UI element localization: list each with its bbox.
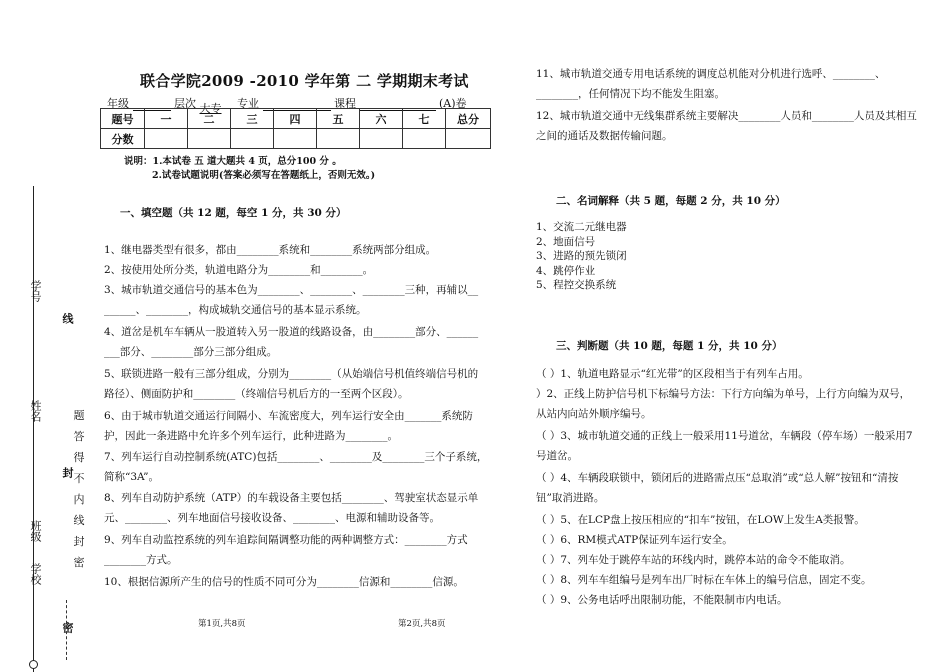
section-3-heading: 三、判断题（共 10 题，每题 1 分，共 10 分） xyxy=(556,340,783,352)
instructions-line-2: 2.试卷试题说明(答案必须写在答题纸上，否则无效。) xyxy=(152,170,376,181)
score-header-cell: 二 xyxy=(188,109,231,129)
grade-label: 年级 xyxy=(107,97,129,110)
score-header-cell: 总分 xyxy=(446,109,491,129)
score-header-cell: 一 xyxy=(145,109,188,129)
warning-char: 线 xyxy=(73,514,85,527)
score-cell[interactable] xyxy=(446,129,491,149)
section-2-heading: 二、名词解释（共 5 题，每题 2 分，共 10 分） xyxy=(556,195,786,207)
term-list xyxy=(536,220,627,293)
school-label: 学校 xyxy=(29,563,42,585)
score-cell[interactable] xyxy=(403,129,446,149)
warning-char: 密 xyxy=(73,556,85,569)
judge-item-5: （ ）5、在LCP盘上按压相应的“扣车”按钮，在LOW上发生A类报警。 xyxy=(536,514,865,526)
binding-margin xyxy=(0,0,95,672)
list-item: 1、交流二元继电器 xyxy=(536,221,627,233)
judge-item-3: （ ）3、城市轨道交通的正线上一般采用11号道岔，车辆段（停车场）一般采用7号道岔。 xyxy=(536,430,913,462)
judge-item-2: ）2、正线上防护信号机下标编号方法：下行方向编为单号，上行方向编为双号，从站内向站外顺序编号。 xyxy=(536,388,911,420)
level-value: 大专 xyxy=(199,102,222,115)
list-item: 4、跳停作业 xyxy=(536,264,596,277)
score-table-score-row xyxy=(101,129,491,149)
list-item: 5、程控交换系统 xyxy=(536,279,617,291)
judge-item-8: （ ）8、列车车组编号是列车出厂时标在车体上的编号信息，固定不变。 xyxy=(536,574,872,586)
list-item: 2、地面信号 xyxy=(536,235,596,248)
judge-item-7: （ ）7、列车处于跳停车站的环线内时，跳停本站的命令不能取消。 xyxy=(536,554,851,566)
major-label: 专业 xyxy=(237,97,259,110)
class-label: 班级 xyxy=(29,520,42,542)
score-cell[interactable] xyxy=(145,129,188,149)
page-footer-left: 第1页,共8页 xyxy=(198,619,246,629)
seal-char-secret: 密 xyxy=(61,622,74,633)
judge-item-1: （ ）1、轨道电路显示“红光带”的区段相当于有列车占用。 xyxy=(536,368,809,380)
warning-char: 题 xyxy=(73,409,85,422)
seal-char-seal: 封 xyxy=(61,467,74,478)
score-table-header-row xyxy=(101,109,491,129)
score-header-cell: 六 xyxy=(360,109,403,129)
warning-char: 得 xyxy=(73,451,85,464)
score-cell[interactable] xyxy=(360,129,403,149)
question-6: 6、由于城市轨道交通运行间隔小、车流密度大，列车运行安全由_______系统防护，因此一条进路中允许多个列车运行，此种进路为________。 xyxy=(104,410,473,442)
score-table xyxy=(100,108,491,149)
section-1-heading: 一、填空题（共 12 题，每空 1 分，共 30 分） xyxy=(120,207,347,219)
question-1: 1、继电器类型有很多，都由________系统和________系统两部分组成。 xyxy=(104,244,437,256)
question-2: 2、按使用处所分类，轨道电路分为________和________。 xyxy=(104,264,374,276)
level-label: 层次 xyxy=(174,97,196,110)
warning-char: 内 xyxy=(73,493,85,506)
judge-item-4: （ ）4、车辆段联锁中，锁闭后的进路需点压“总取消”或“总人解”按钮和“清按钮”取消进路。 xyxy=(536,472,899,504)
question-11: 11、城市轨道交通专用电话系统的调度总机能对分机进行选呼、________、________，任何情况下均不能发生阻塞。 xyxy=(536,68,886,100)
binding-hole xyxy=(29,660,38,669)
exam-title: 联合学院2009 -2010 学年第 二 学期期末考试 xyxy=(140,72,469,90)
question-7: 7、列车运行自动控制系统(ATC)包括________、________及________三个子系统，简称“3A”。 xyxy=(104,451,488,483)
list-item: 3、进路的预先锁闭 xyxy=(536,250,627,262)
judge-item-6: （ ）6、RM模式ATP保证列车运行安全。 xyxy=(536,534,733,546)
question-10: 10、根据信源所产生的信号的性质不同可分为________信源和________信源。 xyxy=(104,576,464,588)
score-cell[interactable] xyxy=(188,129,231,149)
course-label: 课程 xyxy=(334,97,356,110)
score-header-cell: 四 xyxy=(274,109,317,129)
question-4: 4、道岔是机车车辆从一股道转入另一股道的线路设备，由________部分、______ ___部分、________部分三部分组成。 xyxy=(104,326,479,358)
question-3: 3、城市轨道交通信号的基本色为________、________、________三种，再辅以__ ______、________，构成城轨交通信号的基本显示系统。 xyxy=(104,284,479,316)
warning-char: 不 xyxy=(73,472,85,485)
score-header-cell: 七 xyxy=(403,109,446,129)
score-cell[interactable] xyxy=(274,129,317,149)
score-cell[interactable] xyxy=(317,129,360,149)
question-9: 9、列车自动监控系统的列车追踪间隔调整功能的两种调整方式：________方式________方式。 xyxy=(104,534,468,566)
paper-label: (A)卷 xyxy=(439,97,467,110)
question-12: 12、城市轨道交通中无线集群系统主要解决________人员和________人员及其相互之间的通话及数据传输问题。 xyxy=(536,110,917,142)
student-id-label: 学号 xyxy=(29,280,42,302)
instructions-line-1: 说明：1.本试卷 五 道大题共 4 页，总分100 分 。 xyxy=(124,156,342,167)
score-header-cell: 题号 xyxy=(101,109,145,129)
seal-warning-text xyxy=(73,405,85,573)
name-label: 姓名 xyxy=(29,400,42,422)
score-header-cell: 三 xyxy=(231,109,274,129)
warning-char: 封 xyxy=(73,535,85,548)
seal-dash-line xyxy=(66,600,67,660)
question-8: 8、列车自动防护系统（ATP）的车载设备主要包括________、驾驶室状态显示单元、________、列车地面信号接收设备、________、电源和辅助设备等。 xyxy=(104,492,479,524)
score-row-label: 分数 xyxy=(101,129,145,149)
score-header-cell: 五 xyxy=(317,109,360,129)
judge-item-9: （ ）9、公务电话呼出限制功能，不能限制市内电话。 xyxy=(536,594,788,606)
warning-char: 答 xyxy=(73,430,85,443)
score-cell[interactable] xyxy=(231,129,274,149)
page-footer-right: 第2页,共8页 xyxy=(398,619,446,629)
binding-line xyxy=(33,186,34,672)
seal-char-line: 线 xyxy=(61,313,74,324)
question-5: 5、联锁进路一般有三部分组成，分别为________（从始端信号机值终端信号机的路径）、侧面防护和________（终端信号机后方的一至两个区段）。 xyxy=(104,368,479,400)
